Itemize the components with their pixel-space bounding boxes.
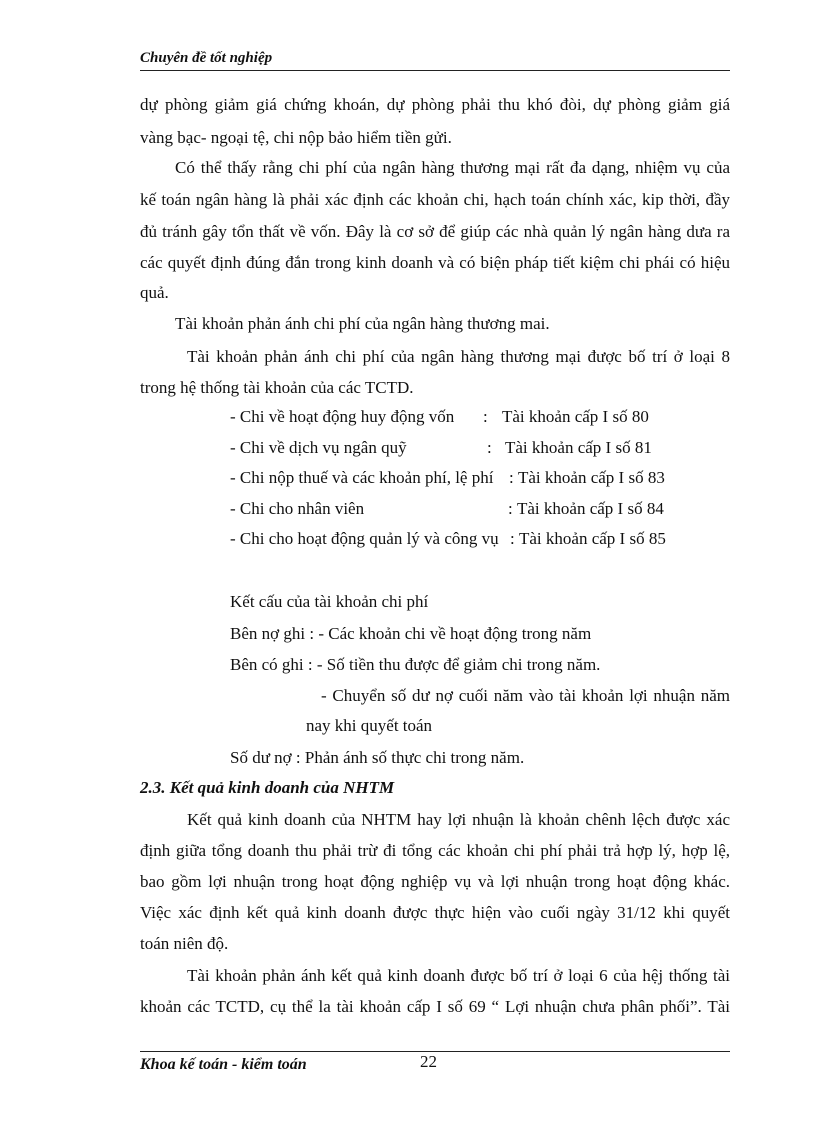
list-item-label: - Chi về hoạt động huy động vốn [230,407,455,426]
text-line: định giữa tổng doanh thu phải trừ đi tổng các khoản chi phí phải trả hợp lý, hợp lệ, [140,841,730,860]
text-line: Việc xác định kết quả kinh doanh được thực hiện vào cuối ngày 31/12 khi quyết [140,903,730,922]
list-item-value: Tài khoản cấp I số 83 [518,468,665,487]
list-item-label: - Chi cho nhân viên [230,499,365,518]
text-line: Kết cấu của tài khoản chi phí [230,592,429,611]
text-line: quả. [140,283,169,302]
list-item-label: - Chi về dịch vụ ngân quỹ [230,438,407,457]
section-heading: 2.3. Kết quả kinh doanh của NHTM [140,778,395,797]
page-header-title: Chuyên đề tốt nghiệp [140,50,273,66]
text-line: - Chuyển số dư nợ cuối năm vào tài khoản lợi nhuận năm [321,686,730,705]
text-line: Bên có ghi : - Số tiền thu được để giảm chi trong năm. [230,655,601,674]
text-line: toán niên độ. [140,934,229,953]
text-line: bao gồm lợi nhuận trong hoạt động nghiệp vụ và lợi nhuận trong hoạt động khác. [140,872,730,891]
list-item-value: Tài khoản cấp I số 85 [519,529,666,548]
text-line: Tài khoản phản ánh chi phí của ngân hàng thương mai. [175,314,550,333]
list-item-value: Tài khoản cấp I số 84 [517,499,664,518]
list-item-sep: : [483,407,488,426]
list-item-value: Tài khoản cấp I số 80 [502,407,649,426]
text-line: các quyết định đúng đắn trong kinh doanh và có biện pháp tiết kiệm chi phái có hiệu [140,253,730,272]
list-item-sep: : [508,499,513,518]
header-rule [140,70,730,71]
page-number: 22 [420,1052,437,1071]
text-line: trong hệ thống tài khoản của các TCTD. [140,378,414,397]
text-line: Có thể thấy rằng chi phí của ngân hàng thương mại rất đa dạng, nhiệm vụ của [175,158,730,177]
text-line: vàng bạc- ngoại tệ, chi nộp bảo hiểm tiền gửi. [140,128,452,147]
footer-department: Khoa kế toán - kiểm toán [140,1056,307,1073]
text-line: Tài khoản phản ánh chi phí của ngân hàng thương mại được bố trí ở loại 8 [187,347,730,366]
text-line: Kết quả kinh doanh của NHTM hay lợi nhuận là khoản chênh lệch được xác [187,810,730,829]
list-item-sep: : [487,438,492,457]
text-line: đủ tránh gây tổn thất về vốn. Đây là cơ sở để giúp các nhà quản lý ngân hàng dưa ra [140,222,730,241]
text-line: nay khi quyết toán [306,716,433,735]
list-item-sep: : [510,529,515,548]
list-item-value: Tài khoản cấp I số 81 [505,438,652,457]
text-line: khoản các TCTD, cụ thể la tài khoản cấp I số 69 “ Lợi nhuận chưa phân phối”. Tài [140,997,730,1016]
list-item-sep: : [509,468,514,487]
text-line: Tài khoản phản ánh kết quả kinh doanh được bố trí ở loại 6 của hệj thống tài [187,966,730,985]
text-line: Bên nợ ghi : - Các khoản chi về hoạt động trong năm [230,624,592,643]
list-item-label: - Chi cho hoạt động quản lý và công vụ [230,529,499,548]
list-item-label: - Chi nộp thuế và các khoản phí, lệ phí [230,468,494,487]
text-line: Số dư nợ : Phản ánh số thực chi trong năm. [230,748,525,767]
text-line: dự phòng giảm giá chứng khoán, dự phòng phải thu khó đòi, dự phòng giảm giá [140,95,730,114]
text-line: kế toán ngân hàng là phải xác định các khoản chi, hạch toán chính xác, kip thời, đầy [140,190,730,209]
